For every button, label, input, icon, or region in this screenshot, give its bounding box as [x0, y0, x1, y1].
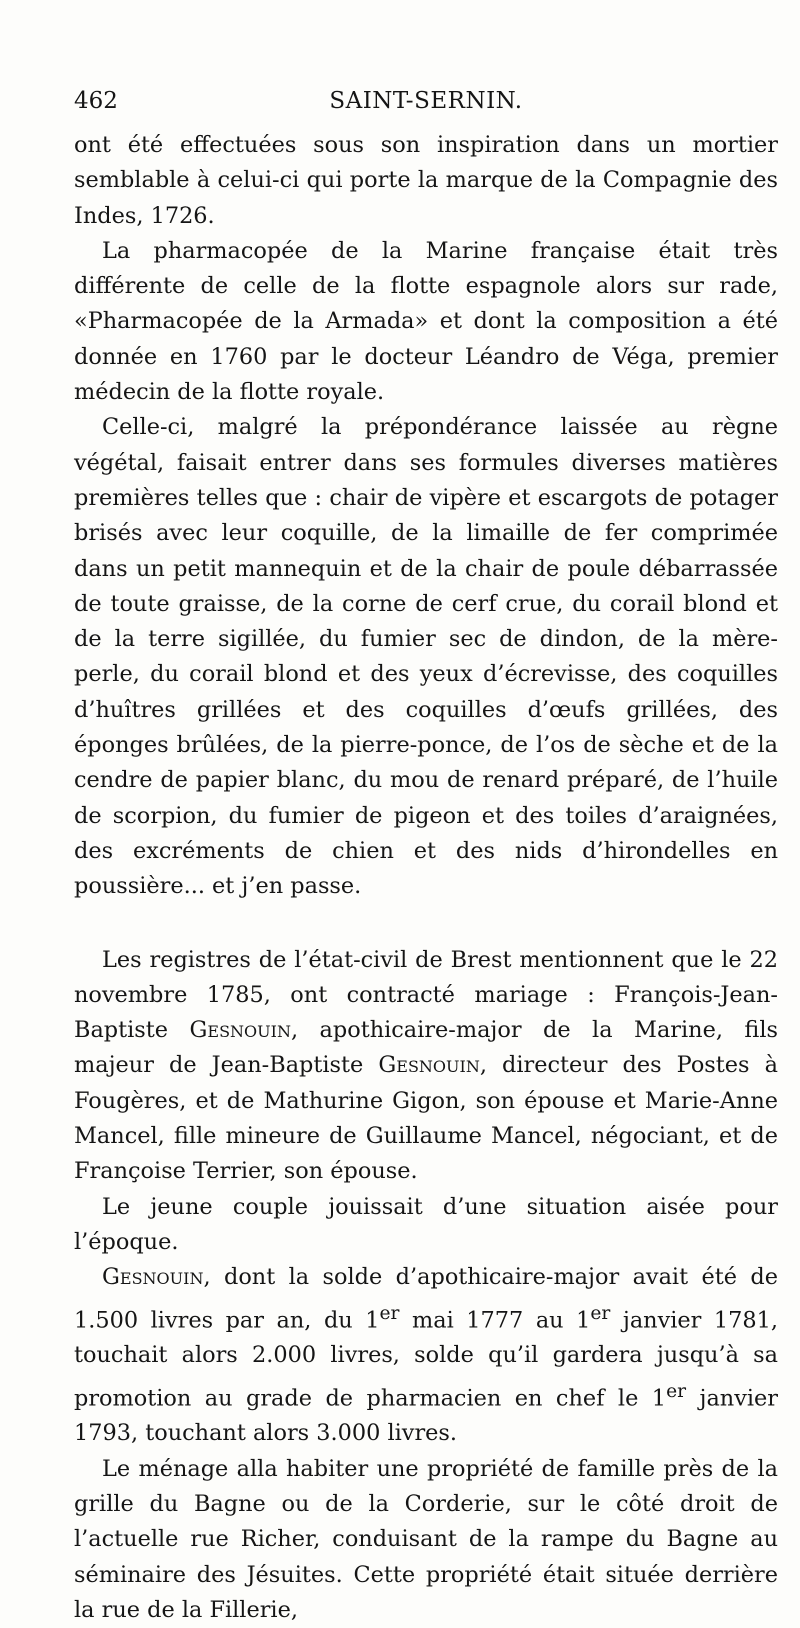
paragraph-jeune-couple: Le jeune couple jouissait d’une situation aisée pour l’époque. — [74, 1193, 778, 1255]
page-number: 462 — [74, 88, 118, 114]
superscript-er: er — [379, 1302, 400, 1324]
text-segment: mai 1777 au 1 — [399, 1306, 591, 1333]
body-text — [74, 128, 778, 1628]
paragraph-solde — [74, 1260, 778, 1451]
text-segment: , apothicaire-major de la Marine, fils majeur de Jean-Baptiste — [74, 1017, 778, 1079]
paragraph-registres — [74, 943, 778, 1190]
surname-gesnouin: Gesnouin — [189, 1017, 291, 1044]
surname-gesnouin: Gesnouin — [378, 1052, 480, 1079]
text-segment: Les registres de l’état-civil de Brest mentionnent que le 22 novembre 1785, ont contracté mariage : François-Jean-Baptiste — [74, 946, 778, 1044]
text-segment: , directeur des Postes à Fougères, et de Mathurine Gigon, son épouse et Marie-Anne Mancel, fille mineure de Guillaume Mancel, négociant, et de Françoise Terrier, son épouse. — [74, 1052, 778, 1185]
page-header — [74, 88, 778, 128]
paragraph-continuation: ont été effectuées sous son inspiration dans un mortier semblable à celui-ci qui porte la marque de la Compagnie des Indes, 1726. — [74, 132, 778, 229]
text-segment: janvier 1781, touchait alors 2.000 livres, solde qu’il gardera jusqu’à sa promotion au grade de pharmacien en chef le 1 — [74, 1306, 779, 1412]
superscript-er: er — [666, 1380, 687, 1402]
paragraph-menage: Le ménage alla habiter une propriété de famille près de la grille du Bagne ou de la Corderie, sur le côté droit de l’actuelle rue Richer, conduisant de la rampe du Bagne au séminaire des Jésuites. Cette propriété était située derrière la rue de la Fillerie, — [74, 1455, 778, 1623]
text-segment: janvier 1793, touchant alors 3.000 livres. — [74, 1385, 778, 1447]
surname-gesnouin: Gesnouin — [102, 1264, 204, 1291]
text-segment: , dont la solde d’apothicaire-major avait été de 1.500 livres par an, du 1 — [74, 1264, 778, 1333]
book-page — [74, 88, 778, 1628]
paragraph-formules: Celle-ci, malgré la prépondérance laissée au règne végétal, faisait entrer dans ses formules diverses matières premières telles que : chair de vipère et escargots de potager brisés avec leur coquille, de la limaille de fer comprimée dans un petit mannequin et de la chair de poule débarrassée de toute graisse, de la corne de cerf crue, du corail blond et de la terre sigillée, du fumier sec de dindon, de la mère-perle, du corail blond et des yeux d’écrevisse, des coquilles d’huîtres grillées et des coquilles d’œufs grillées, des éponges brûlées, de la pierre-ponce, de l’os de sèche et de la cendre de papier blanc, du mou de renard préparé, de l’huile de scorpion, du fumier de pigeon et des toiles d’araignées, des excréments de chien et des nids d’hirondelles en poussière... et j’en passe. — [74, 414, 778, 900]
section-gap — [74, 905, 778, 943]
paragraph-pharmacopee: La pharmacopée de la Marine française était très différente de celle de la flotte espagnole alors sur rade, «Pharmacopée de la Armada» et dont la composition a été donnée en 1760 par le docteur Léandro de Véga, premier médecin de la flotte royale. — [74, 237, 778, 406]
running-title: SAINT-SERNIN. — [329, 88, 523, 114]
superscript-er: er — [590, 1302, 611, 1324]
